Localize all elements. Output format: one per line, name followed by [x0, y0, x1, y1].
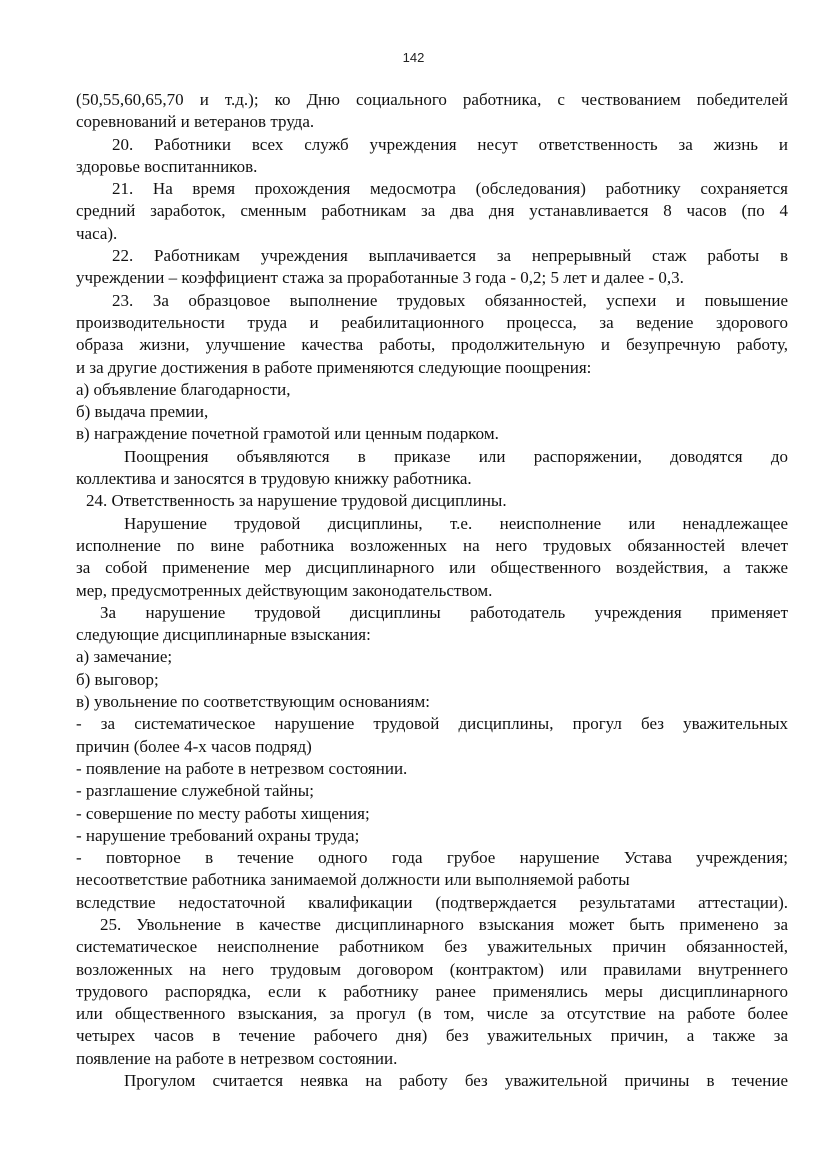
text-line: и за другие достижения в работе применяются следующие поощрения: — [76, 357, 592, 377]
document-body — [76, 89, 788, 1092]
text-line: образа жизни, улучшение качества работы, продолжительную и безупречную работу, — [76, 335, 788, 355]
text-line: исполнение по вине работника возложенных на него трудовых обязанностей влечет — [76, 535, 788, 555]
text-line: 22. Работникам учреждения выплачивается за непрерывный стаж работы в — [112, 246, 788, 266]
text-line: средний заработок, сменным работникам за два дня устанавливается 8 часов (по 4 — [76, 201, 788, 221]
text-line: (50,55,60,65,70 и т.д.); ко Дню социального работника, с чествованием победителей — [76, 90, 788, 109]
list-item: - за систематическое нарушение трудовой дисциплины, прогул без уважительных — [76, 714, 788, 734]
list-item: а) объявление благодарности, — [76, 379, 291, 399]
text-line: 20. Работники всех служб учреждения несут ответственность за жизнь и — [112, 134, 788, 154]
list-item: б) выговор; — [76, 669, 159, 689]
text-line: соревнований и ветеранов труда. — [76, 112, 315, 132]
list-item: - совершение по месту работы хищения; — [76, 803, 370, 823]
list-item: - разглашение служебной тайны; — [76, 781, 314, 801]
text-line: систематическое неисполнение работником без уважительных причин обязанностей, — [76, 937, 788, 957]
list-item: - нарушение требований охраны труда; — [76, 825, 360, 845]
text-line: возложенных на него трудовым договором (контрактом) или правилами внутреннего — [76, 959, 788, 979]
text-line: следующие дисциплинарные взыскания: — [76, 625, 371, 645]
text-line: учреждении – коэффициент стажа за проработанные 3 года - 0,2; 5 лет и далее - 0,3. — [76, 268, 684, 288]
text-line: трудового распорядка, если к работнику ранее применялись меры дисциплинарного — [76, 981, 788, 1001]
text-line: причин (более 4-х часов подряд) — [76, 736, 312, 756]
list-item: - повторное в течение одного года грубое нарушение Устава учреждения; — [76, 848, 788, 868]
text-line: 23. За образцовое выполнение трудовых обязанностей, успехи и повышение — [112, 290, 788, 310]
text-line: часа). — [76, 223, 118, 243]
list-item: - появление на работе в нетрезвом состоянии. — [76, 758, 408, 778]
list-item: а) замечание; — [76, 647, 173, 667]
text-line: Нарушение трудовой дисциплины, т.е. неисполнение или ненадлежащее — [124, 513, 788, 533]
text-line: 21. На время прохождения медосмотра (обследования) работнику сохраняется — [112, 179, 788, 199]
list-item: в) награждение почетной грамотой или ценным подарком. — [76, 424, 499, 444]
text-line: четырех часов в течение рабочего дня) без уважительных причин, а также за — [76, 1026, 788, 1046]
text-line: вследствие недостаточной квалификации (подтверждается результатами аттестации). — [76, 892, 788, 912]
list-item: в) увольнение по соответствующим основаниям: — [76, 692, 430, 712]
text-line: за собой применение мер дисциплинарного или общественного воздействия, а также — [76, 558, 788, 578]
page-number: 142 — [402, 50, 425, 65]
text-line: Прогулом считается неявка на работу без уважительной причины в течение — [124, 1071, 788, 1091]
text-line: несоответствие работника занимаемой должности или выполняемой работы — [76, 870, 630, 890]
text-line: производительности труда и реабилитационного процесса, за ведение здорового — [76, 312, 788, 332]
text-line: мер, предусмотренных действующим законодательством. — [76, 580, 493, 600]
text-line: или общественного взыскания, за прогул (в том, числе за отсутствие на работе более — [76, 1004, 788, 1024]
list-item: б) выдача премии, — [76, 402, 209, 422]
text-line: За нарушение трудовой дисциплины работодатель учреждения применяет — [100, 602, 788, 622]
text-line: 25. Увольнение в качестве дисциплинарного взыскания может быть применено за — [100, 914, 788, 934]
section-heading: 24. Ответственность за нарушение трудовой дисциплины. — [86, 491, 507, 511]
text-line: коллектива и заносятся в трудовую книжку работника. — [76, 469, 472, 489]
text-line: здоровье воспитанников. — [76, 156, 258, 176]
text-line: Поощрения объявляются в приказе или распоряжении, доводятся до — [124, 446, 788, 466]
text-line: появление на работе в нетрезвом состоянии. — [76, 1048, 398, 1068]
